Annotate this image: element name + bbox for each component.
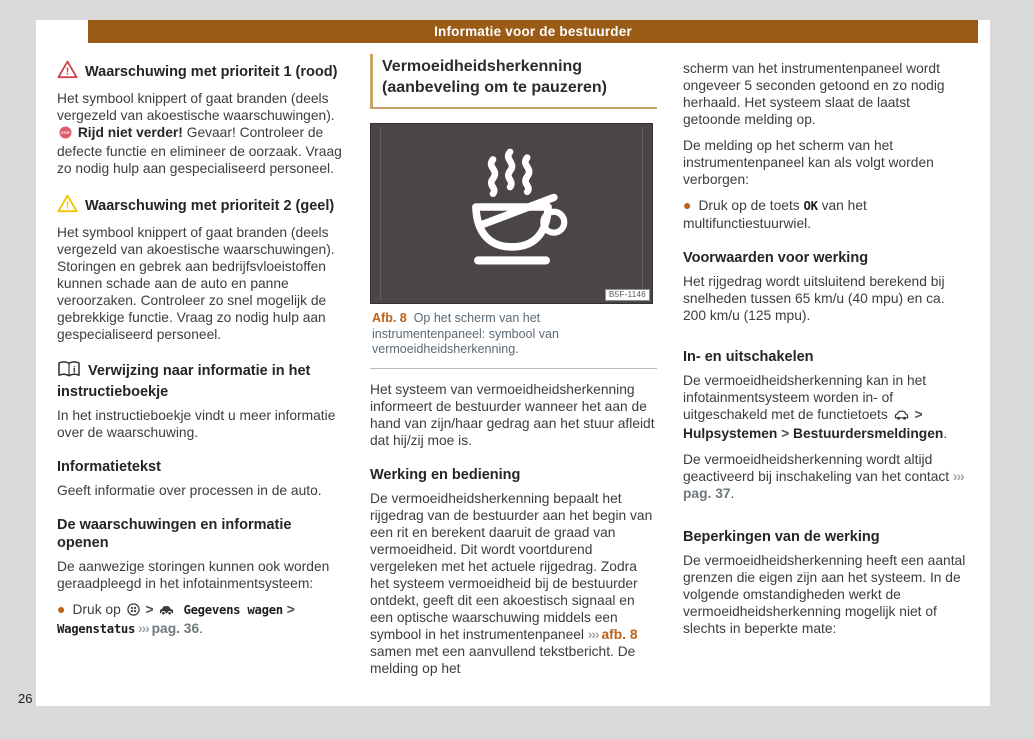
inuitschakelen-body2: De vermoeidheidsherkenning wordt altijd geactiveerd bij inschakeling van het contact ››› pag. 37. bbox=[683, 452, 964, 501]
warning-triangle-red-icon bbox=[57, 60, 78, 84]
chapter-header-bar bbox=[88, 20, 978, 43]
figure-afb8 bbox=[370, 123, 657, 369]
warning2-heading bbox=[57, 194, 345, 218]
figure-code: B5F-1146 bbox=[605, 289, 650, 301]
warning2-body: Het symbool knippert of gaat branden (deels vergezeld van akoestische waarschuwingen). Storingen en gebrek aan bedrijfsvloeistoffen kunnen schade aan de auto en panne veroorzaken. Controleer zo snel mogelijk de gebrekkige functie. Vraag zo nodig hulp aan gespecialiseerd personeel. bbox=[57, 225, 335, 342]
page-number: 26 bbox=[18, 691, 33, 706]
cluster-frame-line-right bbox=[642, 127, 643, 300]
section-title: Vermoeidheidsherkenning (aanbeveling om te pauzeren) bbox=[370, 54, 657, 109]
bullet-dot: ● bbox=[57, 601, 66, 617]
warning1-body: Het symbool knippert of gaat branden (deels vergezeld van akoestische waarschuwingen). STOP Rijd niet verder! Gevaar! Controleer de defecte functie en elimineer de oorzaak. Vraag zo nodig hulp aan gespecialiseerd personeel. bbox=[57, 91, 342, 176]
cluster-frame-line-left bbox=[380, 127, 381, 300]
open-warnings-body: De aanwezige storingen kunnen ook worden geraadpleegd in het infotainmentsysteem: bbox=[57, 559, 330, 591]
warning1-heading bbox=[57, 60, 345, 84]
beperkingen-title: Beperkingen van de werking bbox=[683, 529, 880, 545]
stop-icon bbox=[59, 126, 72, 143]
svg-text:STOP: STOP bbox=[61, 131, 70, 135]
svg-text:i: i bbox=[72, 364, 76, 375]
column-middle bbox=[370, 54, 657, 686]
instrument-panel-image bbox=[370, 123, 653, 304]
werking-title: Werking en bediening bbox=[370, 466, 521, 483]
voorwaarden-title: Voorwaarden voor werking bbox=[683, 250, 869, 266]
manual-page bbox=[36, 20, 990, 706]
inuitschakelen-title: In- en uitschakelen bbox=[683, 349, 814, 365]
continuation-p2: De melding op het scherm van het instrumentenpaneel kan als volgt worden verborgen: bbox=[683, 138, 934, 187]
warning2-title: Waarschuwing met prioriteit 2 (geel) bbox=[85, 198, 335, 214]
bullet-dot: ● bbox=[683, 197, 692, 213]
infotekst-body: Geeft informatie over processen in de auto. bbox=[57, 483, 322, 498]
chapter-title: Informatie voor de bestuurder bbox=[434, 24, 632, 39]
open-warnings-title: De waarschuwingen en informatie openen bbox=[57, 517, 292, 551]
continuation-p1: scherm van het instrumentenpaneel wordt ongeveer 5 seconden getoond en zo nodig herhaald. Het systeem slaat de laatst getoonde melding op. bbox=[683, 61, 945, 127]
voorwaarden-body: Het rijgedrag wordt uitsluitend berekend bij snelheden tussen 65 km/u (40 mpu) en ca. 200 km/u (125 mpu). bbox=[683, 274, 945, 323]
figure-caption: Afb. 8 Op het scherm van het instrumentenpaneel: symbool van vermoeidheidsherkenning. bbox=[370, 304, 657, 369]
bullet-text: Druk op > Gegevens wagen > Wagenstatus ››› pag. 36. bbox=[57, 602, 295, 636]
reference-title: Verwijzing naar informatie in het instructieboekje bbox=[57, 363, 311, 400]
warning1-title: Waarschuwing met prioriteit 1 (rood) bbox=[85, 64, 338, 80]
booklet-info-icon bbox=[57, 360, 81, 383]
hide-message-bullet bbox=[683, 197, 971, 232]
svg-text:!: ! bbox=[65, 199, 70, 212]
car-function-icon bbox=[894, 408, 909, 425]
beperkingen-body: De vermoeidheidsherkenning heeft een aantal grenzen die eigen zijn aan het systeem. In de volgende omstandigheden werkt de vermoeidheidsherkenning mogelijk niet of slechts in beperkte mate: bbox=[683, 553, 966, 636]
reference-body: In het instructieboekje vindt u meer informatie over de waarschuwing. bbox=[57, 408, 336, 440]
infotekst-title: Informatietekst bbox=[57, 459, 161, 475]
warning-triangle-yellow-icon bbox=[57, 194, 78, 218]
vehicle-data-icon bbox=[159, 603, 174, 620]
coffee-cup-icon bbox=[436, 142, 588, 277]
open-warnings-bullet bbox=[57, 601, 345, 638]
column-left bbox=[57, 58, 345, 647]
werking-body: De vermoeidheidsherkenning bepaalt het rijgedrag van de bestuurder aan het begin van een rit en berekent daaruit de graad van vermoeidheid. Dit wordt voortdurend vergeleken met het actuele rijgedrag. Zodra het systeem vermoeidheid bij de bestuurder ontdekt, geeft dit een akoestisch signaal en een optische waarschuwing middels een symbool in het instrumentenpaneel ››› afb. 8 samen met een aanvullend tekstbericht. De melding op het bbox=[370, 490, 653, 676]
reference-heading bbox=[57, 360, 345, 401]
bullet-text: Druk op de toets OK van het multifunctiestuurwiel. bbox=[683, 198, 867, 231]
menu-button-icon bbox=[127, 603, 140, 620]
fatigue-intro: Het systeem van vermoeidheidsherkenning informeert de bestuurder wanneer het aan de hand van zijn/haar gedrag aan het stuur afleidt dat hij/zij moe is. bbox=[370, 381, 655, 448]
inuitschakelen-body1: De vermoeidheidsherkenning kan in het infotainmentsysteem worden in- of uitgeschakeld met de functietoets > Hulpsystemen > Bestuurdersmeldingen. bbox=[683, 373, 948, 441]
svg-text:!: ! bbox=[65, 65, 70, 78]
column-right bbox=[683, 58, 971, 646]
